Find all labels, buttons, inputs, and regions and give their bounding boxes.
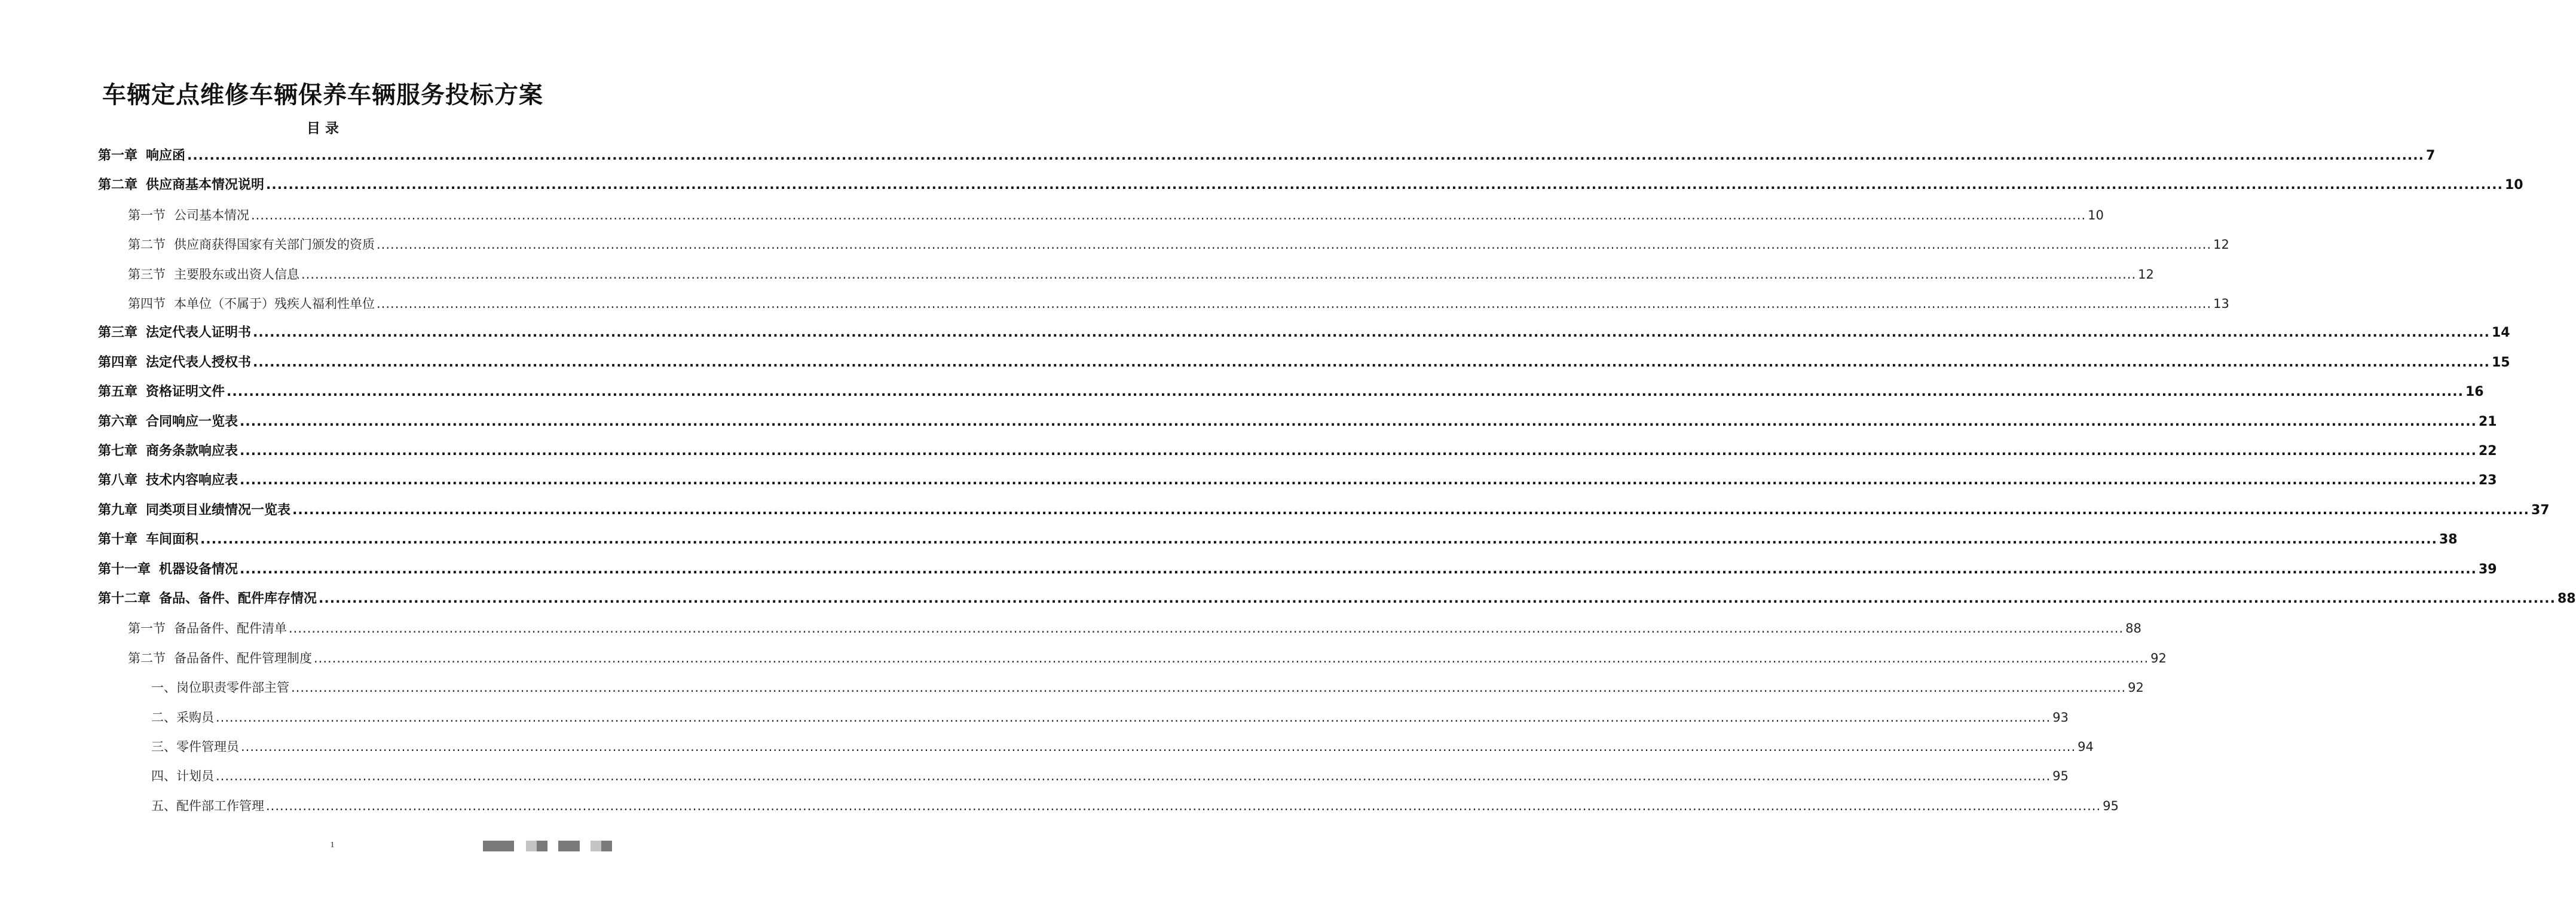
toc-entry-title: 合同响应一览表 bbox=[146, 414, 238, 429]
toc-entry-title: 主要股东或出资人信息 bbox=[174, 267, 299, 282]
toc-entry-title: 本单位（不属于）残疾人福利性单位 bbox=[174, 297, 375, 311]
toc-entry[interactable] bbox=[151, 733, 2094, 761]
toc-dot-leader: ................................................................................................................................................................................................................................................................................................................................................................................................................ bbox=[266, 178, 2503, 193]
toc-entry-page: 15 bbox=[2492, 355, 2510, 370]
document-title: 车辆定点维修车辆保养车辆服务投标方案 bbox=[102, 81, 543, 109]
toc-entry[interactable] bbox=[128, 290, 2229, 317]
toc-entry-page: 16 bbox=[2465, 384, 2484, 400]
toc-entry-title: 五、配件部工作管理 bbox=[151, 798, 264, 813]
toc-entry-label bbox=[151, 674, 289, 701]
toc-entry-title: 供应商基本情况说明 bbox=[146, 178, 265, 193]
toc-entry-number: 第四章 bbox=[98, 355, 138, 370]
toc-entry[interactable] bbox=[98, 142, 2436, 170]
toc-entry[interactable] bbox=[128, 231, 2229, 258]
toc-dot-leader: ................................................................................................................................................................................................................................................................................................................................................................................................................ bbox=[253, 355, 2490, 370]
toc-entry-page: 39 bbox=[2479, 561, 2497, 577]
toc-entry-number: 第八章 bbox=[98, 473, 138, 488]
toc-entry-page: 10 bbox=[2088, 207, 2104, 222]
toc-entry[interactable] bbox=[98, 526, 2458, 554]
toc-dot-leader: ................................................................................................................................................................................................................................................................................................................................................................................................................ bbox=[289, 621, 2124, 636]
toc-entry-page: 88 bbox=[2557, 591, 2576, 606]
toc-entry-label bbox=[98, 526, 198, 554]
toc-entry-title: 备品、备件、配件库存情况 bbox=[159, 591, 317, 606]
watermark-logo bbox=[483, 839, 614, 853]
toc-entry[interactable] bbox=[98, 378, 2484, 406]
toc-dot-leader: ................................................................................................................................................................................................................................................................................................................................................................................................................ bbox=[301, 267, 2137, 282]
toc-entry-title: 法定代表人授权书 bbox=[146, 355, 252, 370]
toc-entry-label bbox=[128, 290, 375, 317]
toc-dot-leader: ................................................................................................................................................................................................................................................................................................................................................................................................................ bbox=[240, 444, 2477, 459]
toc-dot-leader: ................................................................................................................................................................................................................................................................................................................................................................................................................ bbox=[240, 473, 2477, 488]
toc-entry-title: 四、计划员 bbox=[151, 769, 214, 784]
toc-entry[interactable] bbox=[98, 319, 2510, 347]
toc-entry-title: 商务条款响应表 bbox=[146, 444, 238, 459]
toc-entry-title: 备品备件、配件管理制度 bbox=[174, 651, 312, 665]
toc-entry-number: 第五章 bbox=[98, 384, 138, 400]
toc-entry-page: 23 bbox=[2479, 473, 2497, 488]
toc-entry-label bbox=[98, 319, 251, 347]
toc-dot-leader: ................................................................................................................................................................................................................................................................................................................................................................................................................ bbox=[187, 148, 2424, 163]
toc-entry-label bbox=[98, 142, 185, 170]
toc-entry-label bbox=[98, 497, 290, 524]
toc-entry-label bbox=[98, 378, 225, 406]
toc-entry-number: 第一章 bbox=[98, 148, 138, 163]
toc-entry-label bbox=[98, 556, 238, 584]
toc-entry-page: 94 bbox=[2078, 740, 2094, 754]
toc-entry-page: 92 bbox=[2150, 651, 2167, 665]
toc-entry-title: 资格证明文件 bbox=[146, 384, 225, 400]
toc-entry[interactable] bbox=[151, 792, 2119, 820]
toc-entry[interactable] bbox=[128, 615, 2141, 642]
toc-entry[interactable] bbox=[98, 556, 2497, 584]
toc-entry-page: 13 bbox=[2213, 297, 2229, 311]
toc-entry-page: 38 bbox=[2439, 532, 2458, 548]
toc-entry-label bbox=[151, 733, 239, 761]
toc-dot-leader: ................................................................................................................................................................................................................................................................................................................................................................................................................ bbox=[266, 798, 2101, 813]
toc-entry-label bbox=[151, 704, 214, 731]
toc-entry-page: 93 bbox=[2052, 710, 2069, 725]
toc-entry-title: 法定代表人证明书 bbox=[146, 325, 252, 341]
toc-entry-number: 第二节 bbox=[128, 237, 166, 252]
toc-entry[interactable] bbox=[151, 704, 2069, 731]
toc-dot-leader: ................................................................................................................................................................................................................................................................................................................................................................................................................ bbox=[241, 740, 2076, 754]
toc-dot-leader: ................................................................................................................................................................................................................................................................................................................................................................................................................ bbox=[377, 297, 2212, 311]
toc-entry-label bbox=[98, 585, 317, 613]
toc-entry-title: 技术内容响应表 bbox=[146, 473, 238, 488]
toc-entry-number: 第七章 bbox=[98, 444, 138, 459]
toc-dot-leader: ................................................................................................................................................................................................................................................................................................................................................................................................................ bbox=[377, 237, 2212, 252]
toc-entry-label bbox=[151, 762, 214, 790]
watermark-block bbox=[537, 841, 547, 851]
toc-entry-number: 第一节 bbox=[128, 621, 166, 636]
toc-entry-number: 第十二章 bbox=[98, 591, 151, 606]
toc-entry-number: 第三章 bbox=[98, 325, 138, 341]
toc-entry-page: 95 bbox=[2103, 798, 2119, 813]
toc-dot-leader: ................................................................................................................................................................................................................................................................................................................................................................................................................ bbox=[216, 769, 2051, 784]
toc-entry-page: 88 bbox=[2125, 621, 2141, 636]
toc-dot-leader: ................................................................................................................................................................................................................................................................................................................................................................................................................ bbox=[291, 680, 2127, 695]
toc-entry-number: 第二节 bbox=[128, 651, 166, 665]
watermark-block bbox=[483, 841, 514, 851]
toc-entry[interactable] bbox=[128, 201, 2104, 229]
toc-entry-number: 第十一章 bbox=[98, 561, 151, 577]
toc-entry-title: 响应函 bbox=[146, 148, 186, 163]
toc-entry-label bbox=[98, 408, 238, 436]
toc-dot-leader: ................................................................................................................................................................................................................................................................................................................................................................................................................ bbox=[216, 710, 2051, 725]
toc-entry-title: 二、采购员 bbox=[151, 710, 214, 725]
toc-entry[interactable] bbox=[128, 261, 2154, 288]
toc-entry-label bbox=[98, 438, 238, 465]
toc-dot-leader: ................................................................................................................................................................................................................................................................................................................................................................................................................ bbox=[251, 207, 2087, 222]
toc-entry-label bbox=[128, 615, 287, 642]
toc-entry-title: 供应商获得国家有关部门颁发的资质 bbox=[174, 237, 375, 252]
page-number: 1 bbox=[330, 841, 335, 850]
toc-entry[interactable] bbox=[128, 645, 2167, 672]
toc-entry-page: 14 bbox=[2492, 325, 2510, 341]
toc-entry-page: 12 bbox=[2213, 237, 2229, 252]
toc-entry-number: 第二章 bbox=[98, 178, 138, 193]
watermark-block bbox=[526, 841, 537, 851]
toc-entry-number: 第十章 bbox=[98, 532, 138, 548]
toc-entry-label bbox=[128, 645, 312, 672]
toc-entry-label bbox=[128, 231, 375, 258]
toc-entry-number: 第一节 bbox=[128, 207, 166, 222]
toc-dot-leader: ................................................................................................................................................................................................................................................................................................................................................................................................................ bbox=[319, 591, 2556, 606]
watermark-block bbox=[591, 841, 601, 851]
toc-entry-number: 第六章 bbox=[98, 414, 138, 429]
toc-entry-number: 第四节 bbox=[128, 297, 166, 311]
toc-entry-number: 第九章 bbox=[98, 502, 138, 518]
toc-entry-label bbox=[128, 201, 249, 229]
toc-entry-title: 一、岗位职责零件部主管 bbox=[151, 680, 289, 695]
toc-entry-page: 12 bbox=[2138, 267, 2154, 282]
toc-entry-page: 37 bbox=[2531, 502, 2550, 518]
toc-entry-page: 7 bbox=[2426, 148, 2436, 163]
toc-entry[interactable] bbox=[151, 674, 2144, 701]
toc-entry-title: 三、零件管理员 bbox=[151, 740, 239, 754]
watermark-block bbox=[601, 841, 612, 851]
toc-entry-page: 92 bbox=[2128, 680, 2144, 695]
toc-heading: 目 录 bbox=[306, 121, 339, 136]
toc-entry[interactable] bbox=[98, 408, 2497, 436]
toc-entry-title: 同类项目业绩情况一览表 bbox=[146, 502, 291, 518]
toc-entry[interactable] bbox=[98, 467, 2497, 494]
toc-dot-leader: ................................................................................................................................................................................................................................................................................................................................................................................................................ bbox=[227, 384, 2464, 400]
toc-entry-title: 备品备件、配件清单 bbox=[174, 621, 287, 636]
toc-entry[interactable] bbox=[98, 497, 2550, 524]
toc-entry-title: 公司基本情况 bbox=[174, 207, 249, 222]
toc-entry-page: 22 bbox=[2479, 444, 2497, 459]
toc-entry-number: 第三节 bbox=[128, 267, 166, 282]
toc-entry-page: 10 bbox=[2505, 178, 2523, 193]
toc-entry[interactable] bbox=[98, 349, 2510, 377]
toc-entry-label bbox=[128, 261, 299, 288]
toc-entry-page: 95 bbox=[2052, 769, 2069, 784]
toc-entry[interactable] bbox=[151, 762, 2069, 790]
toc-dot-leader: ................................................................................................................................................................................................................................................................................................................................................................................................................ bbox=[292, 502, 2529, 518]
toc-entry-label bbox=[98, 172, 264, 199]
toc-entry-label bbox=[151, 792, 264, 820]
toc-entry-page: 21 bbox=[2479, 414, 2497, 429]
toc-entry[interactable] bbox=[98, 438, 2497, 465]
toc-entry-label bbox=[98, 349, 251, 377]
toc-dot-leader: ................................................................................................................................................................................................................................................................................................................................................................................................................ bbox=[253, 325, 2490, 341]
toc-entry-title: 车间面积 bbox=[146, 532, 199, 548]
toc-dot-leader: ................................................................................................................................................................................................................................................................................................................................................................................................................ bbox=[314, 651, 2149, 665]
toc-entry-title: 机器设备情况 bbox=[159, 561, 238, 577]
toc-dot-leader: ................................................................................................................................................................................................................................................................................................................................................................................................................ bbox=[240, 561, 2477, 577]
toc-entry[interactable] bbox=[98, 172, 2523, 199]
watermark-block bbox=[558, 841, 580, 851]
toc-entry[interactable] bbox=[98, 585, 2576, 613]
toc-dot-leader: ................................................................................................................................................................................................................................................................................................................................................................................................................ bbox=[200, 532, 2437, 548]
toc-dot-leader: ................................................................................................................................................................................................................................................................................................................................................................................................................ bbox=[240, 414, 2477, 429]
toc-entry-label bbox=[98, 467, 238, 494]
